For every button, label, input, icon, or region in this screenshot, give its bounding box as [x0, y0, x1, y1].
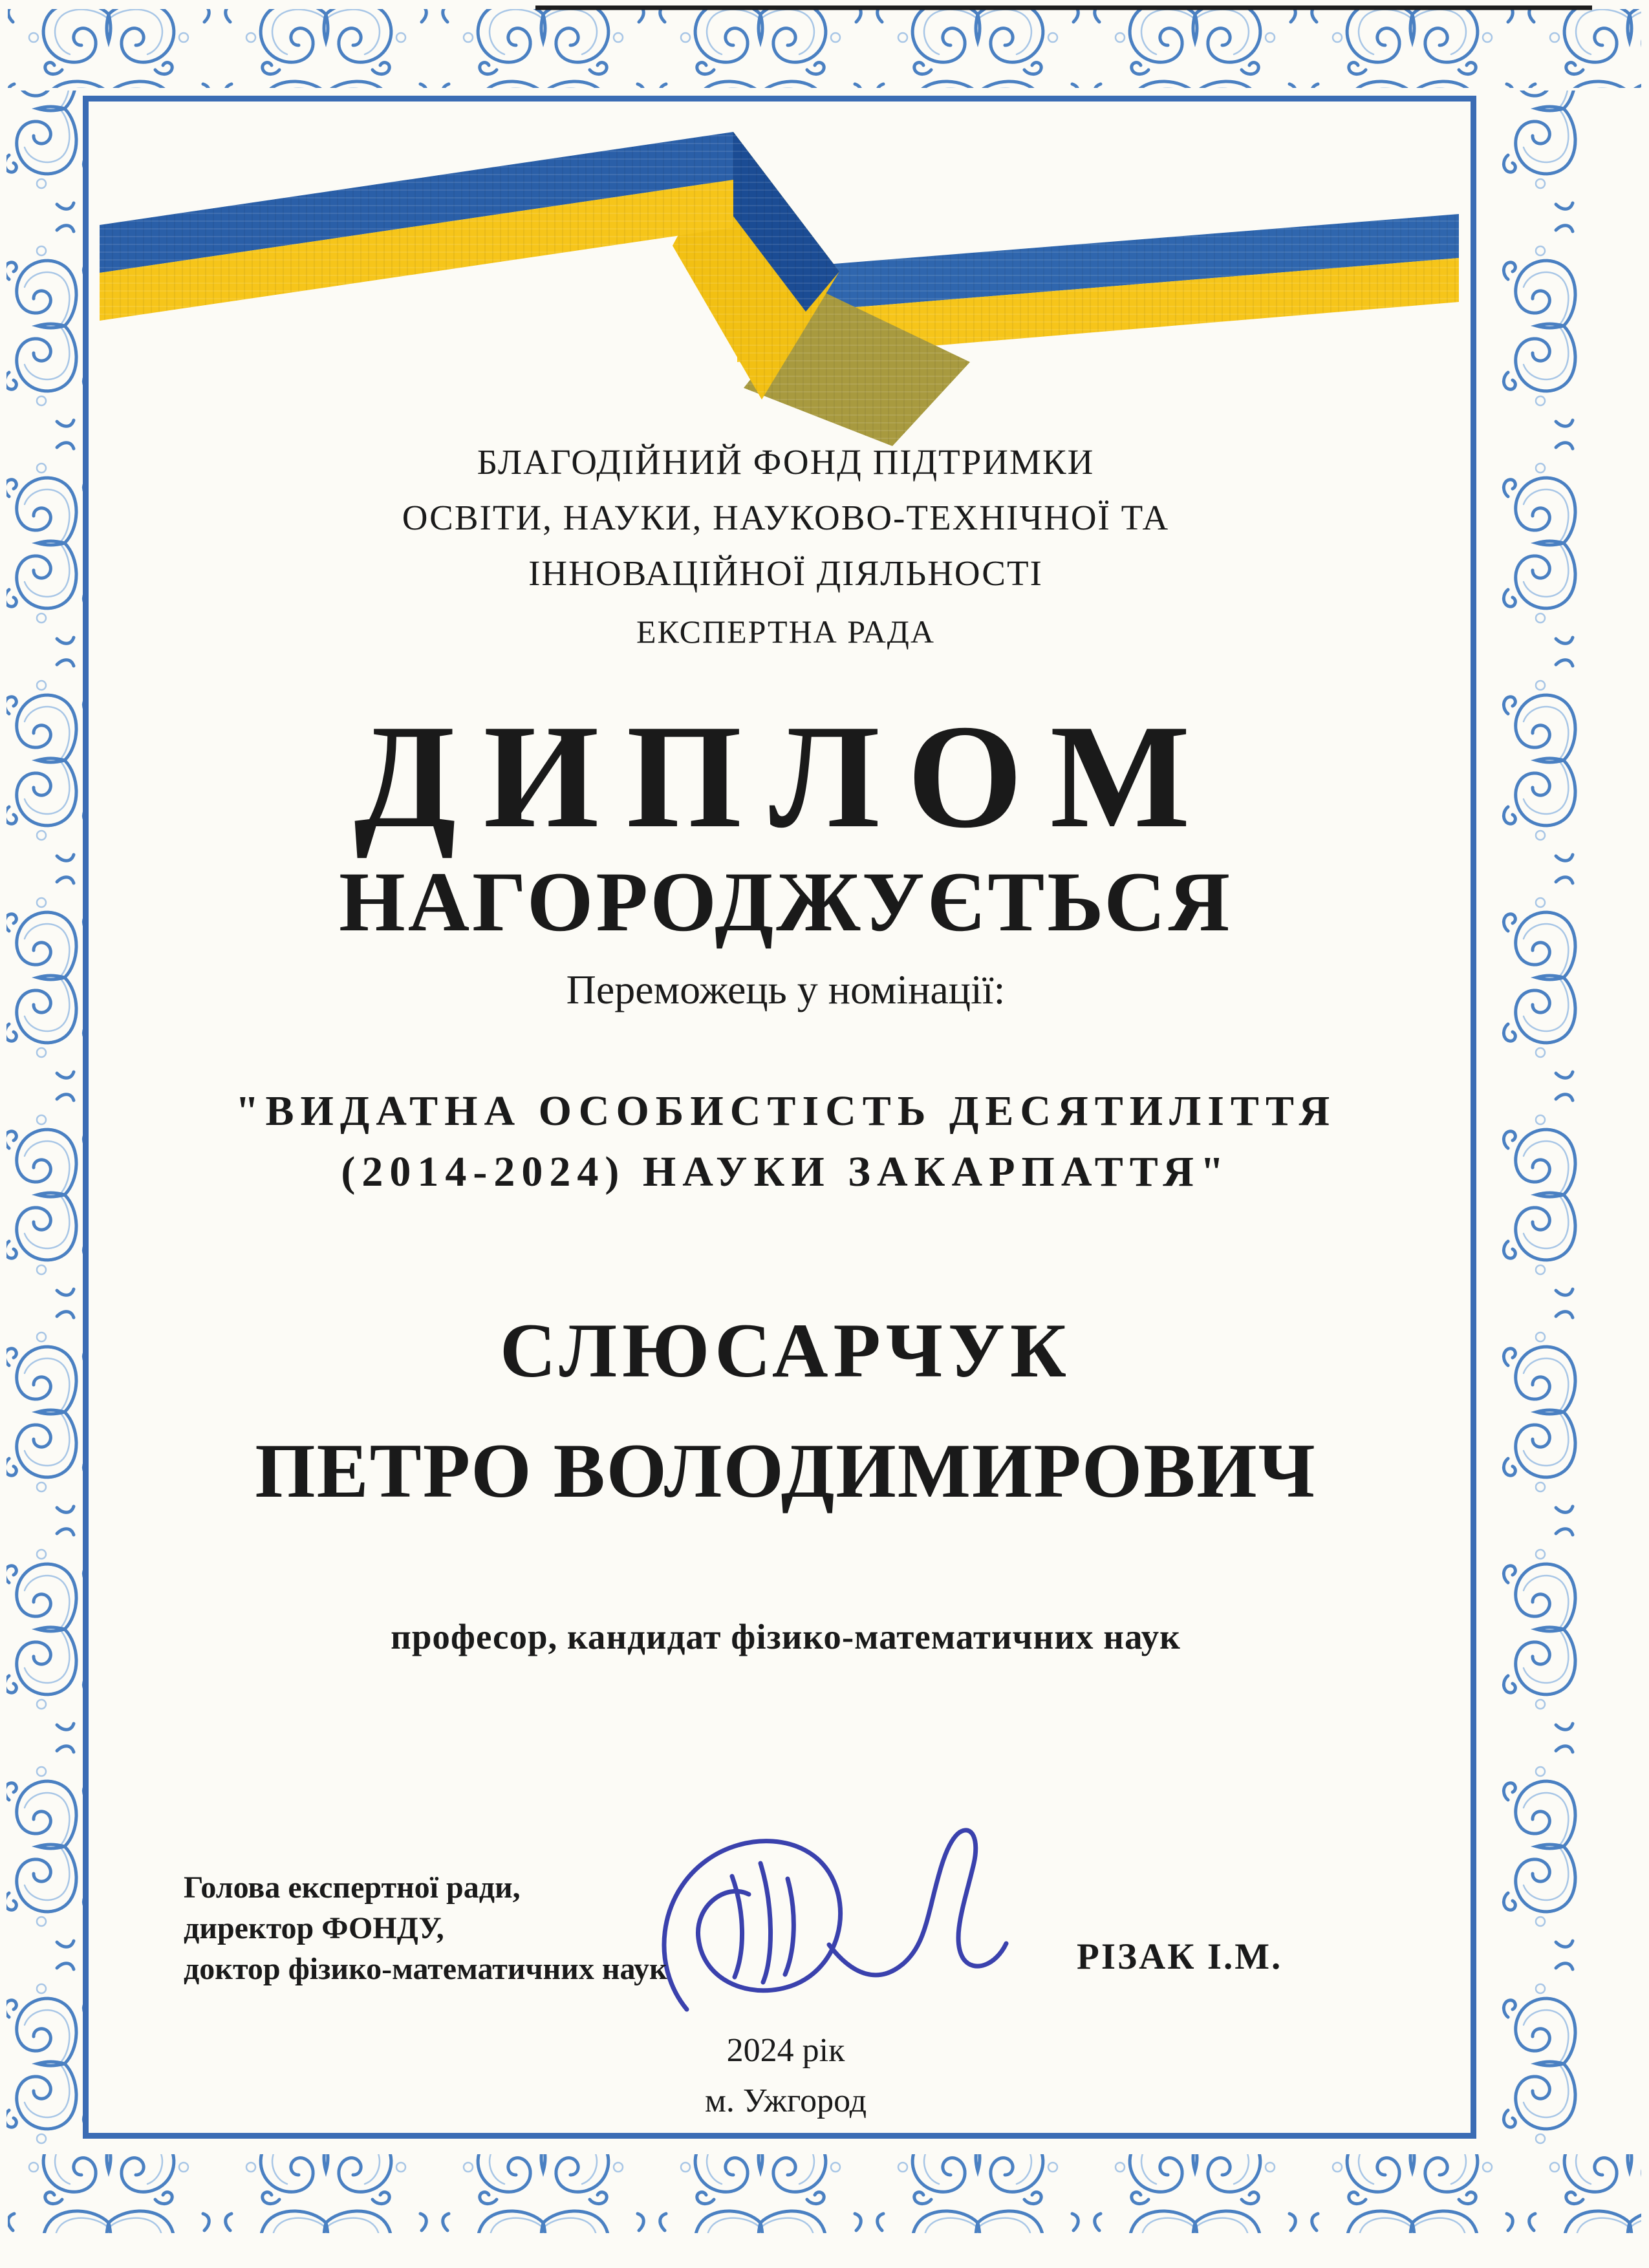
- nomination-intro: Переможець у номінації:: [566, 967, 1006, 1012]
- signer-role-line-1: Голова експертної ради,: [184, 1870, 521, 1905]
- council-label: ЕКСПЕРТНА РАДА: [636, 614, 936, 650]
- organization-line-2: ОСВІТИ, НАУКИ, НАУКОВО-ТЕХНІЧНОЇ ТА: [402, 498, 1170, 537]
- handwritten-signature: [664, 1830, 1006, 2009]
- signer-role-line-3: доктор фізико-математичних наук: [184, 1952, 667, 1986]
- awardee-surname: СЛЮСАРЧУК: [500, 1307, 1072, 1393]
- awardee-titles: професор, кандидат фізико-математичних наук: [391, 1617, 1181, 1656]
- signer-name: РІЗАК І.М.: [1077, 1936, 1283, 1977]
- issue-year: 2024 рік: [726, 2032, 845, 2069]
- awarded-subtitle: НАГОРОДЖУЄТЬСЯ: [339, 854, 1233, 949]
- nomination-text: [107, 1081, 1465, 1203]
- nomination-line-2: (2014-2024) НАУКИ ЗАКАРПАТТЯ": [341, 1148, 1231, 1195]
- nomination-line-1: "ВИДАТНА ОСОБИСТІСТЬ ДЕСЯТИЛІТТЯ: [235, 1087, 1337, 1135]
- signer-role-line-2: директор ФОНДУ,: [184, 1911, 444, 1945]
- ukraine-flag-ribbon: [65, 97, 1487, 485]
- organization-line-1: БЛАГОДІЙНИЙ ФОНД ПІДТРИМКИ: [477, 442, 1095, 482]
- organization-name: [107, 434, 1465, 601]
- awardee-given-names: ПЕТРО ВОЛОДИМИРОВИЧ: [255, 1428, 1317, 1514]
- organization-line-3: ІННОВАЦІЙНОЇ ДІЯЛЬНОСТІ: [528, 553, 1043, 593]
- issue-city: м. Ужгород: [704, 2082, 867, 2119]
- diploma-title: ДИПЛОМ: [354, 694, 1218, 859]
- signer-role-block: [184, 1867, 667, 1989]
